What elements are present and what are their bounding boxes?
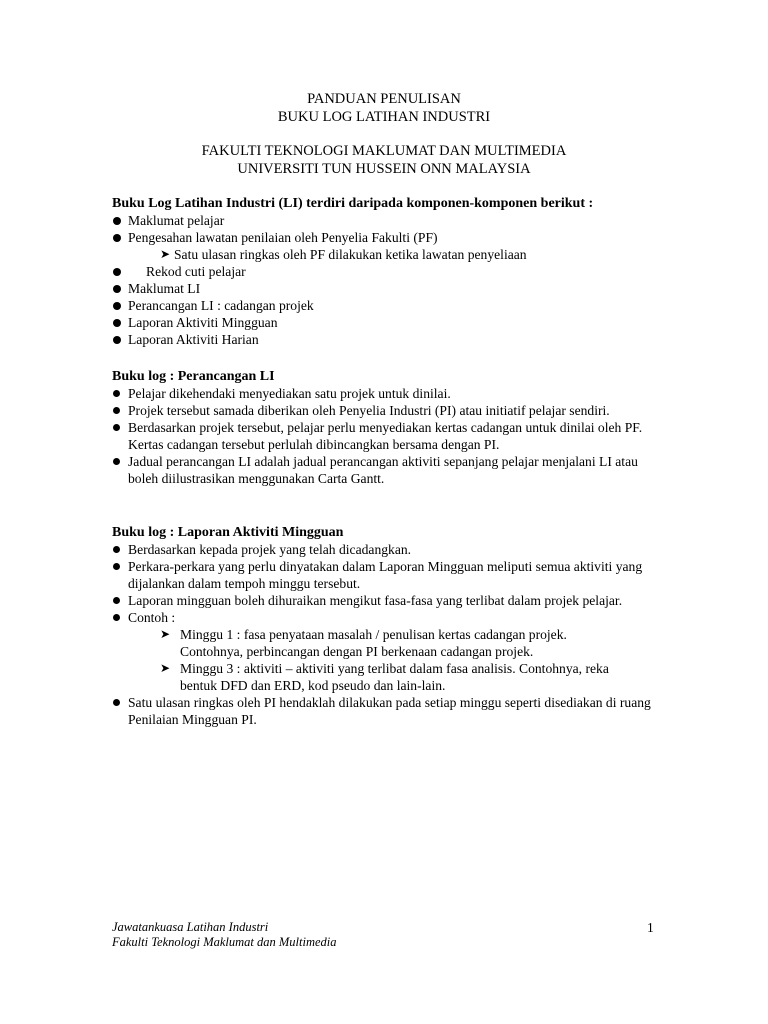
bullet-icon (113, 319, 121, 327)
example-item: ➤ Minggu 3 : aktiviti – aktiviti yang terlibat dalam fasa analisis. Contohnya, reka bentuk DFD dan ERD, kod pseudo dan lain-lain. (160, 661, 609, 693)
list-item: Laporan mingguan boleh dihuraikan mengikut fasa-fasa yang terlibat dalam projek pelajar. (112, 592, 652, 609)
bullet-icon (113, 390, 120, 397)
faculty-title (0, 142, 768, 178)
bullet-icon (113, 407, 120, 414)
footer-line-1: Jawatankuasa Latihan Industri (112, 920, 269, 934)
example-item: ➤ Minggu 1 : fasa penyataan masalah / penulisan kertas cadangan projek. Contohnya, perbincangan dengan PI berkenaan cadangan projek. (160, 627, 567, 659)
list-item: Rekod cuti pelajar (112, 263, 652, 280)
list-item: Contoh : (112, 609, 652, 626)
section-3-heading: Buku log : Laporan Aktiviti Mingguan (112, 525, 344, 540)
list-item: Projek tersebut samada diberikan oleh Penyelia Industri (PI) atau initiatif pelajar sendiri. (112, 402, 652, 419)
bullet-icon (113, 563, 120, 570)
bullet-icon (113, 217, 121, 225)
bullet-icon (113, 234, 121, 242)
footer-line-2: Fakulti Teknologi Maklumat dan Multimedia (112, 935, 337, 949)
title-line-2: BUKU LOG LATIHAN INDUSTRI (277, 109, 491, 125)
section-3-list (112, 541, 652, 728)
list-item: Perkara-perkara yang perlu dinyatakan dalam Laporan Mingguan meliputi semua aktiviti yang dijalankan dalam tempoh minggu tersebut. (112, 558, 652, 592)
list-item: Berdasarkan projek tersebut, pelajar perlu menyediakan kertas cadangan untuk dinilai oleh PF. Kertas cadangan tersebut perlulah dibincangkan bersama dengan PI. (112, 419, 652, 453)
bullet-icon (113, 424, 120, 431)
section-2-list (112, 385, 652, 487)
bullet-icon (113, 302, 121, 310)
title-line-4: UNIVERSITI TUN HUSSEIN ONN MALAYSIA (237, 161, 531, 177)
list-item: Jadual perancangan LI adalah jadual perancangan aktiviti sepanjang pelajar menjalani LI atau boleh diilustrasikan menggunakan Carta Gantt. (112, 453, 652, 487)
bullet-icon (113, 268, 121, 276)
list-item: Perancangan LI : cadangan projek (112, 297, 652, 314)
bullet-icon (113, 458, 120, 465)
arrow-bullet-icon: ➤ (160, 627, 171, 641)
list-item: Laporan Aktiviti Harian (112, 331, 652, 348)
arrow-bullet-icon: ➤ (160, 661, 171, 675)
list-item: Pengesahan lawatan penilaian oleh Penyelia Fakulti (PF) (112, 229, 652, 246)
list-item: Satu ulasan ringkas oleh PI hendaklah dilakukan pada setiap minggu seperti disediakan di ruang Penilaian Mingguan PI. (112, 694, 652, 728)
bullet-icon (113, 546, 120, 553)
title-line-1: PANDUAN PENULISAN (307, 91, 461, 107)
bullet-icon (113, 597, 120, 604)
document-title (0, 90, 768, 126)
bullet-icon (113, 699, 120, 706)
arrow-bullet-icon: ➤ (160, 247, 171, 261)
sub-list-item: ➤ Satu ulasan ringkas oleh PF dilakukan ketika lawatan penyeliaan (160, 247, 527, 262)
page-number: 1 (647, 920, 654, 935)
bullet-icon (113, 614, 120, 621)
section-2-heading: Buku log : Perancangan LI (112, 369, 275, 384)
list-item: Pelajar dikehendaki menyediakan satu projek untuk dinilai. (112, 385, 652, 402)
section-1-list (112, 212, 652, 348)
bullet-icon (113, 285, 121, 293)
section-1-heading: Buku Log Latihan Industri (LI) terdiri daripada komponen-komponen berikut : (112, 196, 594, 211)
list-item: Laporan Aktiviti Mingguan (112, 314, 652, 331)
footer (112, 920, 337, 950)
list-item: Berdasarkan kepada projek yang telah dicadangkan. (112, 541, 652, 558)
list-item: Maklumat pelajar (112, 212, 652, 229)
list-item: Maklumat LI (112, 280, 652, 297)
title-line-3: FAKULTI TEKNOLOGI MAKLUMAT DAN MULTIMEDIA (201, 143, 567, 159)
bullet-icon (113, 336, 121, 344)
